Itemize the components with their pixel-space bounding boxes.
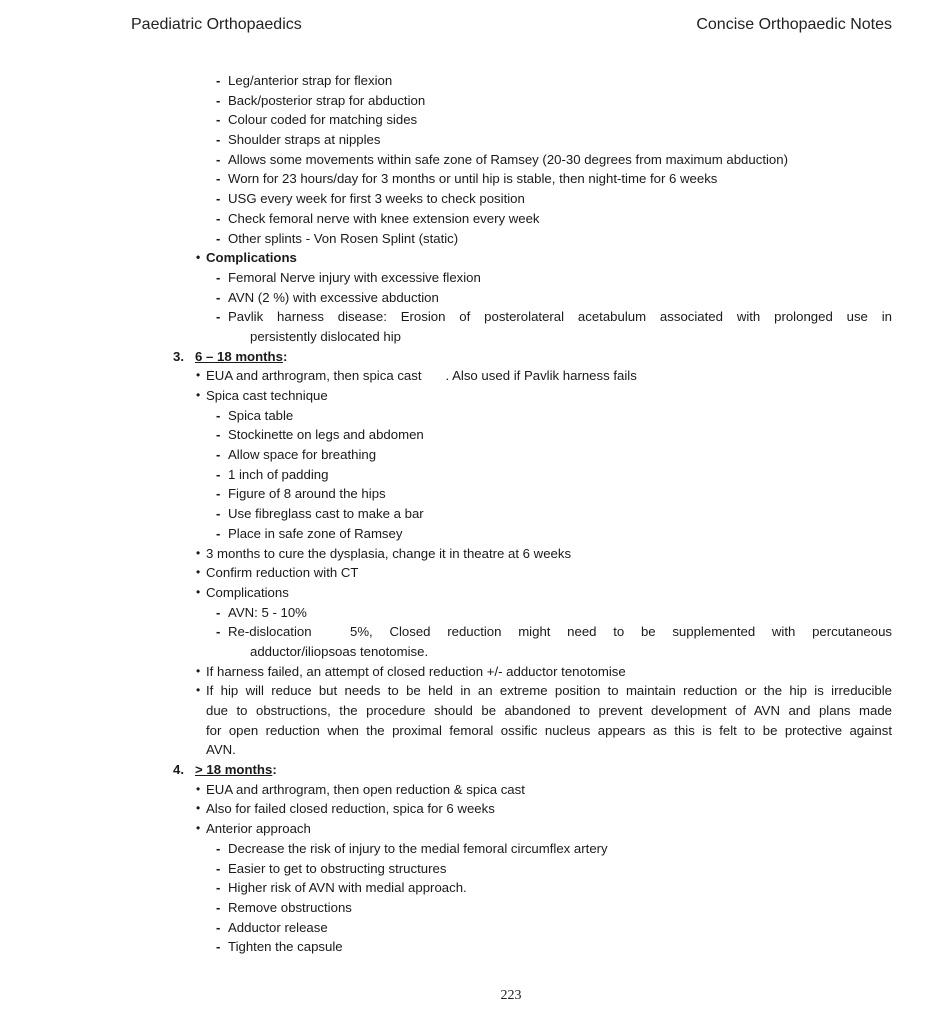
dash-marker: -	[216, 899, 221, 915]
list-item-continuation: AVN.	[206, 742, 236, 758]
dash-marker: -	[216, 506, 221, 522]
list-item: - Back/posterior strap for abduction	[0, 91, 952, 111]
list-item: - Re-dislocation 5%, Closed reduction might need to be supplemented with percutaneous	[0, 622, 952, 642]
dash-marker: -	[216, 407, 221, 423]
dash-marker: -	[216, 132, 221, 148]
dash-marker: -	[216, 191, 221, 207]
list-item: - Colour coded for matching sides	[0, 110, 952, 130]
dash-marker: -	[216, 880, 221, 896]
list-item-continuation: persistently dislocated hip	[250, 328, 402, 344]
list-item: - Higher risk of AVN with medial approach.	[0, 878, 952, 898]
dash-marker: -	[216, 486, 221, 502]
bullet-marker: •	[196, 388, 201, 402]
section-heading: 4. > 18 months:	[173, 762, 277, 778]
section-title: > 18 months	[195, 762, 273, 778]
bullet-marker: •	[196, 368, 201, 383]
list-item: - Allow space for breathing	[0, 445, 952, 465]
list-item: • EUA and arthrogram, then open reduction & spica cast	[0, 780, 952, 800]
list-item: - Figure of 8 around the hips	[0, 484, 952, 504]
list-item: - 1 inch of padding	[0, 465, 952, 485]
dash-marker: -	[216, 447, 221, 463]
list-item: - Easier to get to obstructing structures	[0, 859, 952, 879]
complications-heading: • Complications	[0, 248, 952, 268]
running-header-left: Paediatric Orthopaedics	[131, 16, 302, 33]
list-item: - Pavlik harness disease: Erosion of posterolateral acetabulum associated with prolonged use in	[0, 307, 952, 327]
list-item: - Leg/anterior strap for flexion	[0, 71, 952, 91]
list-item: - Allows some movements within safe zone of Ramsey (20-30 degrees from maximum abduction)	[0, 150, 952, 170]
list-item: - Tighten the capsule	[0, 937, 952, 957]
dash-marker: -	[216, 466, 221, 482]
bullet-marker: •	[196, 250, 201, 265]
dash-marker: -	[216, 151, 221, 167]
list-item: • Anterior approach	[0, 819, 952, 839]
bullet-marker: •	[196, 663, 201, 678]
bullet-marker: •	[196, 584, 201, 599]
list-item: - Place in safe zone of Ramsey	[0, 524, 952, 544]
list-item: - USG every week for first 3 weeks to check position	[0, 189, 952, 209]
section-heading: 3. 6 – 18 months:	[173, 348, 288, 364]
list-item: • Spica cast technique	[0, 386, 952, 406]
bullet-marker: •	[196, 821, 201, 836]
dash-marker: -	[216, 860, 221, 876]
list-item: • Complications	[0, 583, 952, 603]
list-item: - Adductor release	[0, 918, 952, 938]
dash-marker: -	[216, 269, 221, 285]
bullet-marker: •	[196, 565, 201, 580]
dash-marker: -	[216, 939, 221, 955]
list-item: • If harness failed, an attempt of closed reduction +/- adductor tenotomise	[0, 662, 952, 682]
dash-marker: -	[216, 919, 221, 935]
list-item: • Also for failed closed reduction, spica for 6 weeks	[0, 799, 952, 819]
dash-marker: -	[216, 624, 221, 640]
list-item: - Use fibreglass cast to make a bar	[0, 504, 952, 524]
dash-marker: -	[216, 73, 221, 88]
list-item: • Confirm reduction with CT	[0, 563, 952, 583]
list-item-continuation: due to obstructions, the procedure should be abandoned to prevent development of AVN and plans made	[206, 703, 892, 718]
running-header-right: Concise Orthopaedic Notes	[696, 16, 892, 33]
dash-marker: -	[216, 427, 221, 443]
bullet-marker: •	[196, 801, 201, 816]
list-item: • EUA and arthrogram, then spica cast . Also used if Pavlik harness fails	[0, 366, 952, 386]
list-item: • If hip will reduce but needs to be held in an extreme position to maintain reduction or the hip is irreducible	[0, 681, 952, 701]
dash-marker: -	[216, 171, 221, 187]
dash-marker: -	[216, 309, 221, 325]
dash-marker: -	[216, 92, 221, 108]
dash-marker: -	[216, 604, 221, 620]
list-item: - Decrease the risk of injury to the medial femoral circumflex artery	[0, 839, 952, 859]
bullet-marker: •	[196, 683, 201, 698]
list-item: - Femoral Nerve injury with excessive flexion	[0, 268, 952, 288]
list-item: - Stockinette on legs and abdomen	[0, 425, 952, 445]
page-number: 223	[500, 988, 522, 1003]
list-item-continuation: for open reduction when the proximal femoral ossific nucleus appears as this is felt to be protective against	[206, 722, 892, 738]
dash-marker: -	[216, 112, 221, 128]
list-item: - Check femoral nerve with knee extension every week	[0, 209, 952, 229]
dash-marker: -	[216, 210, 221, 226]
list-item: - Other splints - Von Rosen Splint (static)	[0, 229, 952, 249]
list-item: - Worn for 23 hours/day for 3 months or until hip is stable, then night-time for 6 weeks	[0, 169, 952, 189]
dash-marker: -	[216, 289, 221, 305]
page-content	[0, 71, 952, 957]
dash-marker: -	[216, 230, 221, 246]
list-item: • 3 months to cure the dysplasia, change it in theatre at 6 weeks	[0, 544, 952, 564]
list-item-continuation: adductor/iliopsoas tenotomise.	[250, 643, 429, 659]
dash-marker: -	[216, 840, 221, 856]
section-title: 6 – 18 months	[195, 348, 283, 364]
bullet-marker: •	[196, 781, 201, 796]
list-item: - AVN: 5 - 10%	[0, 603, 952, 623]
list-item: - Spica table	[0, 406, 952, 426]
list-item: - Shoulder straps at nipples	[0, 130, 952, 150]
dash-marker: -	[216, 525, 221, 541]
bullet-marker: •	[196, 545, 201, 560]
list-item: - AVN (2 %) with excessive abduction	[0, 288, 952, 308]
list-item: - Remove obstructions	[0, 898, 952, 918]
